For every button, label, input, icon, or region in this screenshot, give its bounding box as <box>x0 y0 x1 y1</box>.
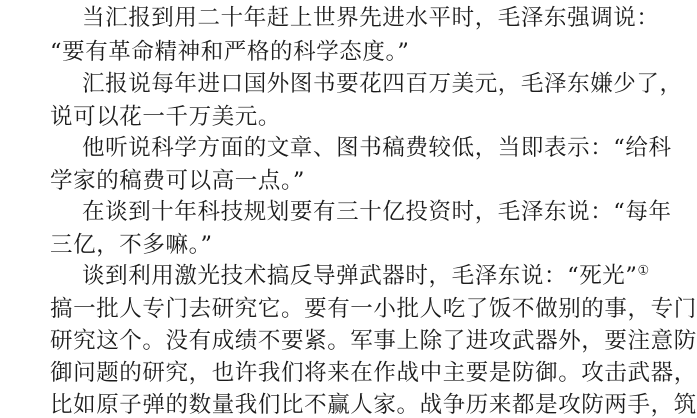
paragraph-4-line-2: 三亿，不多嘛。” <box>50 232 213 258</box>
paragraph-1-line-1: 当汇报到用二十年赶上世界先进水平时，毛泽东强调说： <box>82 5 660 31</box>
footnote-marker: ① <box>637 263 650 279</box>
paragraph-2-line-1: 汇报说每年进口国外图书要花四百万美元，毛泽东嫌少了， <box>82 71 683 97</box>
paragraph-5-line-4: 御问题的研究，也许我们将来在作战中主要是防御。攻击武器， <box>50 360 697 386</box>
paragraph-1-line-2: “要有革命精神和严格的科学态度。” <box>50 39 410 65</box>
paragraph-2-line-2: 说可以花一千万美元。 <box>50 104 282 130</box>
paragraph-4-line-1: 在谈到十年科技规划要有三十亿投资时，毛泽东说：“每年 <box>82 199 672 225</box>
paragraph-3-line-2: 学家的稿费可以高一点。” <box>50 168 305 194</box>
paragraph-5-line-3: 研究这个。没有成绩不要紧。军事上除了进攻武器外，要注意防 <box>50 328 697 354</box>
paragraph-5-line-2: 搞一批人专门去研究它。要有一小批人吃了饭不做别的事，专门 <box>50 296 697 322</box>
paragraph-3-line-1: 他听说科学方面的文章、图书稿费较低，当即表示：“给科 <box>82 135 672 161</box>
paragraph-5-line-1-text: 谈到利用激光技术搞反导弹武器时，毛泽东说：“死光” <box>82 263 638 289</box>
paragraph-5-line-5: 比如原子弹的数量我们比不赢人家。战争历来都是攻防两手，筑 <box>50 392 697 418</box>
paragraph-5-line-1 <box>82 263 650 289</box>
